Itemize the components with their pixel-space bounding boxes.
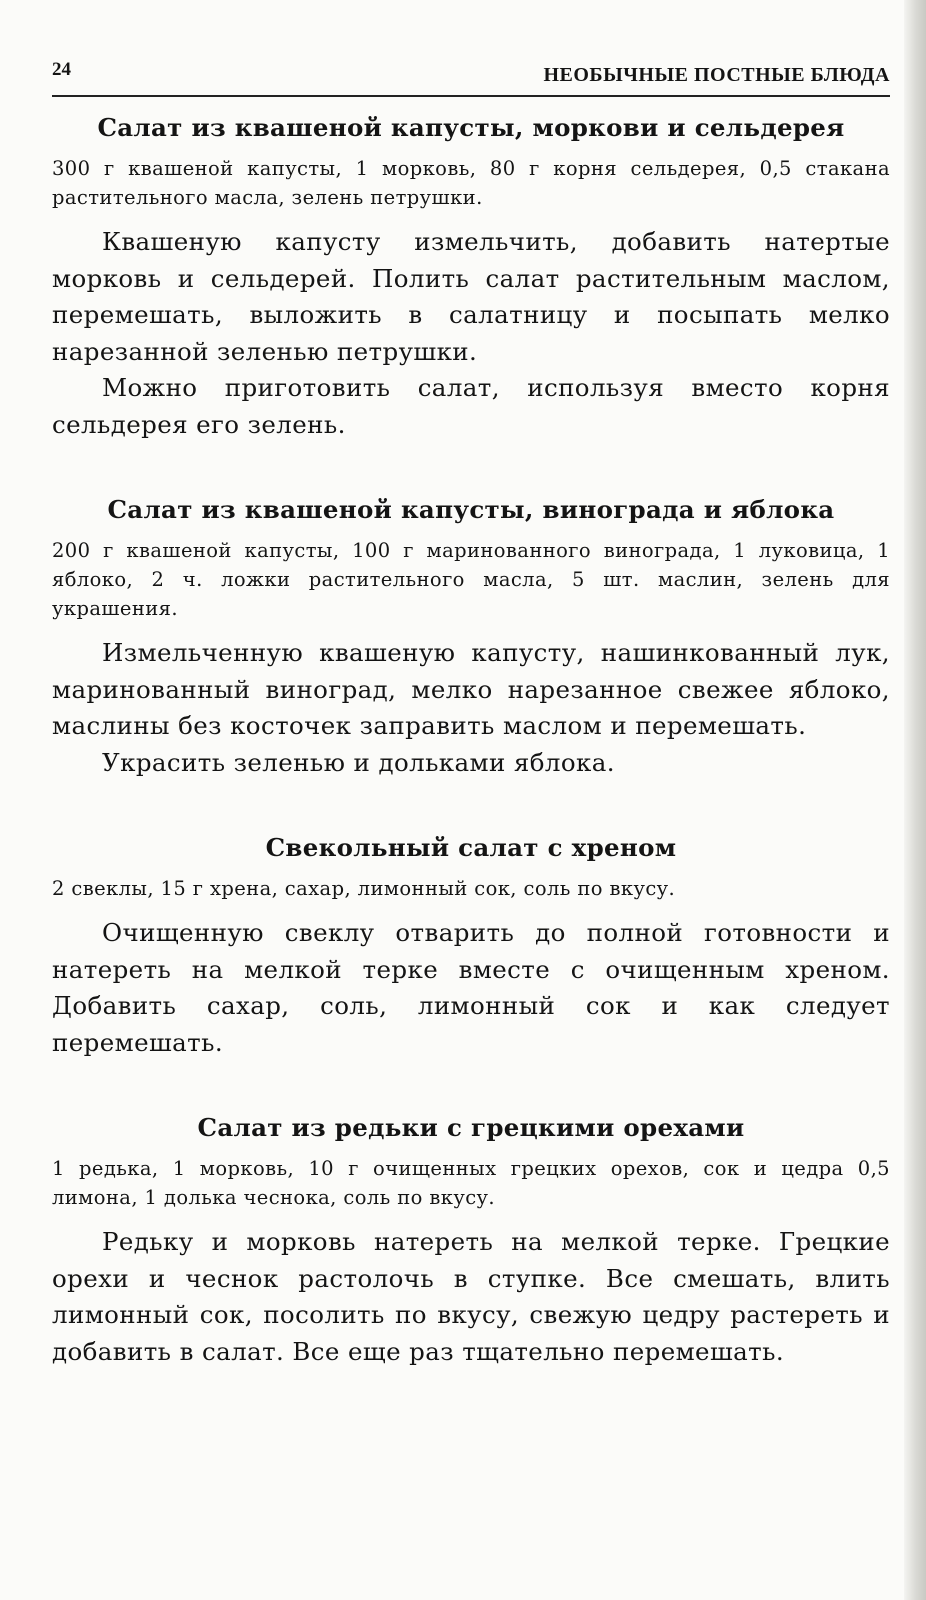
recipe-sauerkraut-carrot-celery	[52, 113, 890, 443]
page-edge-shadow	[904, 0, 926, 1600]
recipe-ingredients: 300 г квашеной капусты, 1 морковь, 80 г корня сельдерея, 0,5 стакана растительного масла, зелень петрушки.	[52, 157, 890, 209]
book-page	[52, 59, 890, 1370]
page-header	[52, 59, 890, 97]
recipe-instructions: Очищенную свеклу отварить до полной готовности и натереть на мелкой терке вместе с очищенным хреном. Добавить сахар, соль, лимонный сок и как следует перемешать.	[52, 918, 890, 1057]
recipe-note: Можно приготовить салат, используя вместо корня сельдерея его зелень.	[52, 373, 890, 439]
recipe-ingredients: 2 свеклы, 15 г хрена, сахар, лимонный сок, соль по вкусу.	[52, 877, 676, 900]
recipe-instructions: Измельченную квашеную капусту, нашинкованный лук, маринованный виноград, мелко нарезанное свежее яблоко, маслины без косточек заправить маслом и перемешать.	[52, 638, 890, 740]
recipe-note: Украсить зеленью и дольками яблока.	[102, 747, 615, 777]
recipe-radish-walnut	[52, 1113, 890, 1370]
page-number: 24	[52, 59, 71, 80]
recipe-instructions: Квашеную капусту измельчить, добавить натертые морковь и сельдерей. Полить салат растительным маслом, перемешать, выложить в салатницу и посыпать мелко нарезанной зеленью петрушки.	[52, 227, 890, 366]
recipe-title: Салат из редьки с грецкими орехами	[197, 1113, 745, 1142]
recipe-ingredients: 200 г квашеной капусты, 100 г маринованного винограда, 1 луковица, 1 яблоко, 2 ч. ложки растительного масла, 5 шт. маслин, зелень для украшения.	[52, 539, 890, 620]
recipe-instructions: Редьку и морковь натереть на мелкой терке. Грецкие орехи и чеснок растолочь в ступке. Все смешать, влить лимонный сок, посолить по вкусу, свежую цедру растереть и добавить в салат. Все еще раз тщательно перемешать.	[52, 1227, 890, 1366]
recipe-beet-horseradish	[52, 833, 890, 1061]
recipe-title: Салат из квашеной капусты, винограда и яблока	[107, 495, 835, 524]
recipe-ingredients: 1 редька, 1 морковь, 10 г очищенных грецких орехов, сок и цедра 0,5 лимона, 1 долька чеснока, соль по вкусу.	[52, 1157, 890, 1209]
running-title: НЕОБЫЧНЫЕ ПОСТНЫЕ БЛЮДА	[543, 64, 890, 86]
recipe-title: Свекольный салат с хреном	[265, 833, 677, 862]
recipe-title: Салат из квашеной капусты, моркови и сельдерея	[97, 113, 845, 142]
recipe-sauerkraut-grape-apple	[52, 495, 890, 781]
